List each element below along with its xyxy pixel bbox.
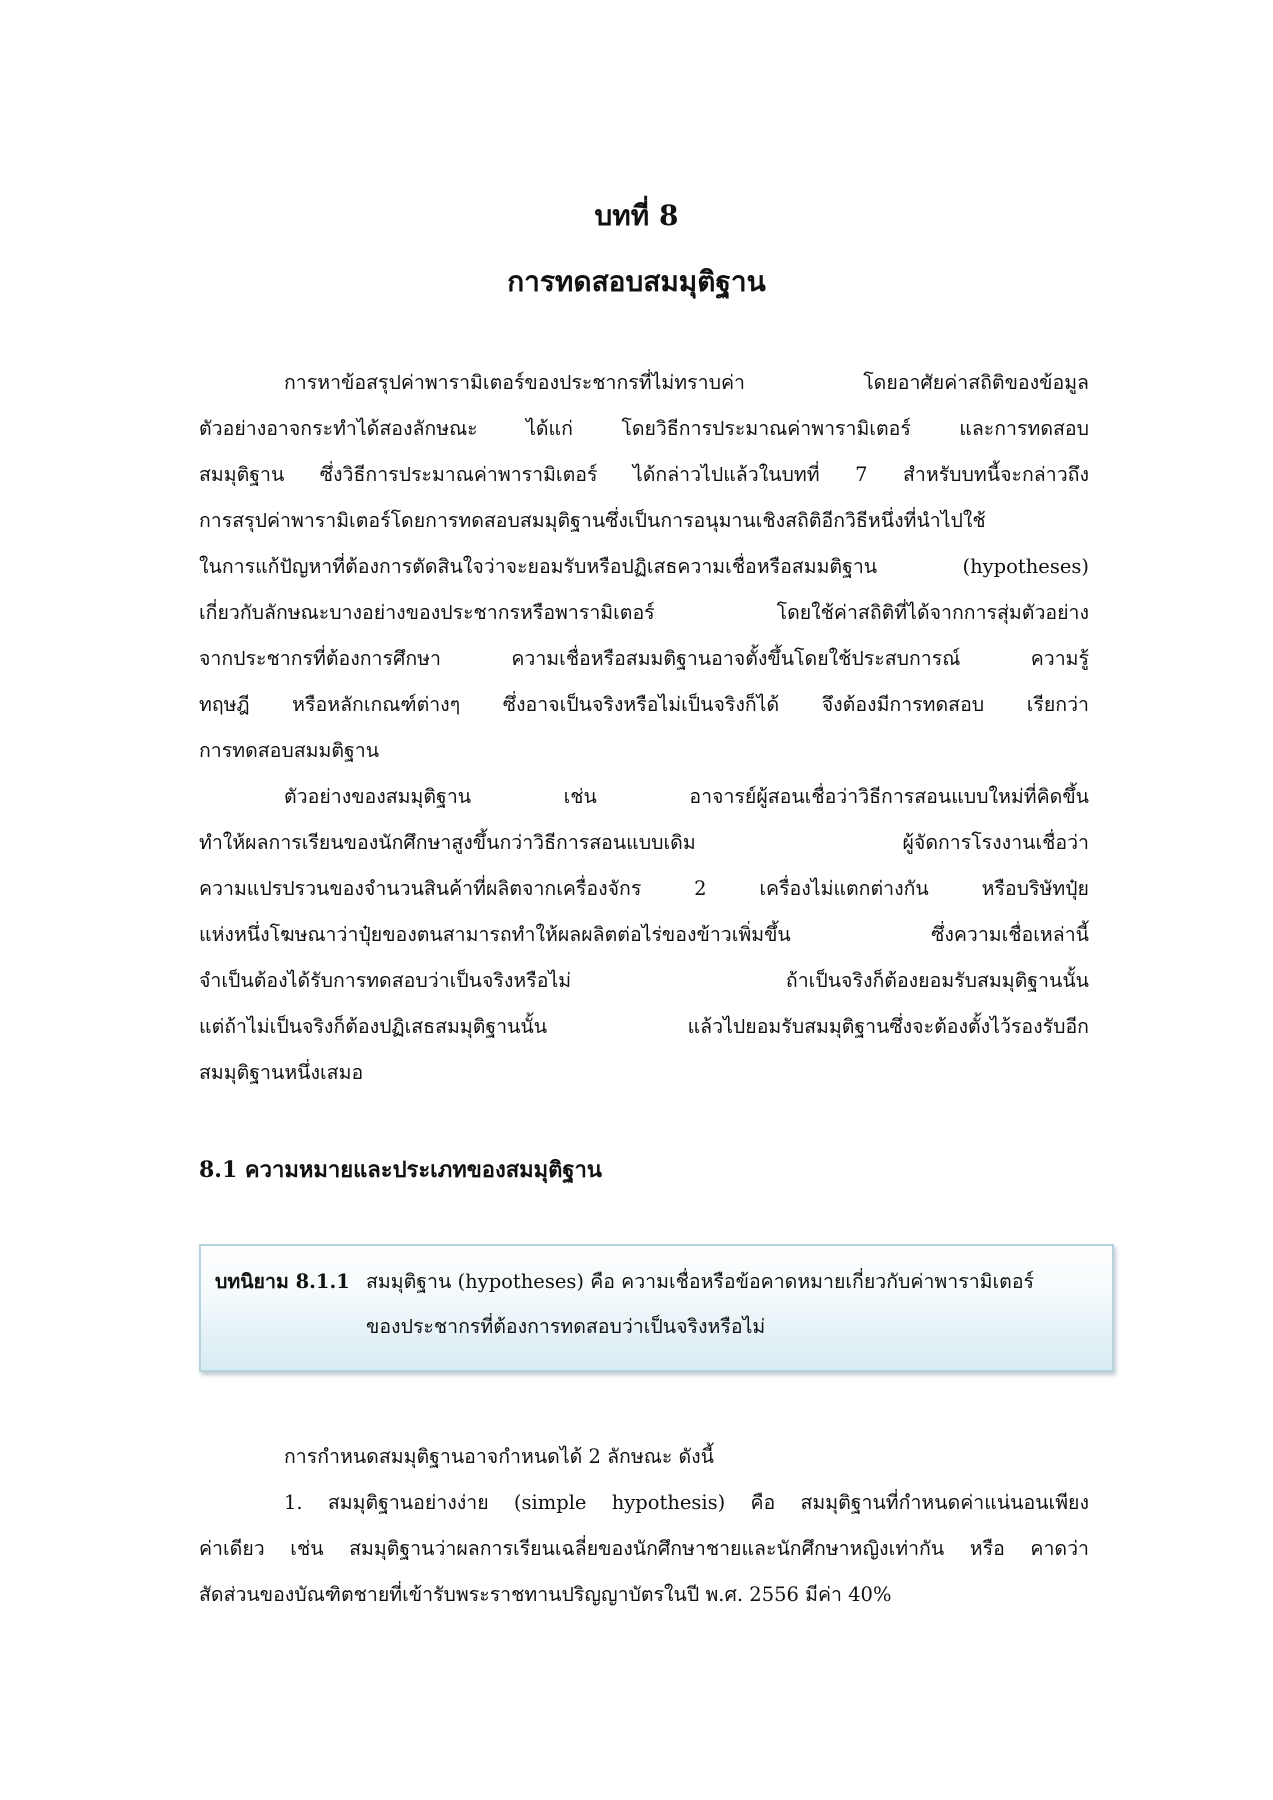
definition-label: บทนิยาม 8.1.1 [215,1270,350,1293]
definition-text-line: ของประชากรที่ต้องการทดสอบว่าเป็นจริงหรือไม่ [366,1315,766,1338]
intro-line: ตัวอย่างอาจกระทำได้สองลักษณะ ได้แก่ โดยวิธีการประมาณค่าพารามิเตอร์ และการทดสอบ [199,417,1089,440]
definition-box [199,1244,1114,1372]
chapter-title: การทดสอบสมมุติฐาน [507,265,766,298]
intro-line: จากประชากรที่ต้องการศึกษา ความเชื่อหรือสมมติฐานอาจตั้งขึ้นโดยใช้ประสบการณ์ ความรู้ [199,647,1089,670]
section-heading: 8.1 ความหมายและประเภทของสมมุติฐาน [199,1157,602,1183]
definition-text-line: สมมุติฐาน (hypotheses) คือ ความเชื่อหรือข้อคาดหมายเกี่ยวกับค่าพารามิเตอร์ [366,1270,1035,1293]
intro-line: สมมุติฐาน ซึ่งวิธีการประมาณค่าพารามิเตอร์ ได้กล่าวไปแล้วในบทที่ 7 สำหรับบทนี้จะกล่าวถึง [199,463,1089,486]
chapter-number: บทที่ 8 [594,199,679,232]
intro-line: การหาข้อสรุปค่าพารามิเตอร์ของประชากรที่ไม่ทราบค่า โดยอาศัยค่าสถิติของข้อมูล [284,371,1089,394]
example-line: แห่งหนึ่งโฆษณาว่าปุ๋ยของตนสามารถทำให้ผลผลิตต่อไร่ของข้าวเพิ่มขึ้น ซึ่งความเชื่อเหล่านี้ [199,923,1089,946]
types-intro: การกำหนดสมมุติฐานอาจกำหนดได้ 2 ลักษณะ ดังนี้ [284,1445,714,1468]
example-line: ตัวอย่างของสมมุติฐาน เช่น อาจารย์ผู้สอนเชื่อว่าวิธีการสอนแบบใหม่ที่คิดขึ้น [284,785,1089,808]
intro-line: ทฤษฎี หรือหลักเกณฑ์ต่างๆ ซึ่งอาจเป็นจริงหรือไม่เป็นจริงก็ได้ จึงต้องมีการทดสอบ เรียกว่า [199,693,1089,716]
example-line: ทำให้ผลการเรียนของนักศึกษาสูงขึ้นกว่าวิธีการสอนแบบเดิม ผู้จัดการโรงงานเชื่อว่า [199,831,1089,854]
type1-line: สัดส่วนของบัณฑิตชายที่เข้ารับพระราชทานปริญญาบัตรในปี พ.ศ. 2556 มีค่า 40% [199,1583,892,1606]
example-line: ความแปรปรวนของจำนวนสินค้าที่ผลิตจากเครื่องจักร 2 เครื่องไม่แตกต่างกัน หรือบริษัทปุ๋ย [199,877,1089,900]
example-line: สมมุติฐานหนึ่งเสมอ [199,1061,364,1084]
intro-line: การทดสอบสมมติฐาน [199,739,380,762]
type1-line: 1. สมมุติฐานอย่างง่าย (simple hypothesis) คือ สมมุติฐานที่กำหนดค่าแน่นอนเพียง [284,1491,1089,1514]
example-line: แต่ถ้าไม่เป็นจริงก็ต้องปฏิเสธสมมุติฐานนั้น แล้วไปยอมรับสมมุติฐานซึ่งจะต้องตั้งไว้รองรับอีก [199,1015,1089,1038]
intro-line: การสรุปค่าพารามิเตอร์โดยการทดสอบสมมุติฐานซึ่งเป็นการอนุมานเชิงสถิติอีกวิธีหนึ่งที่นำไปใช้ [199,509,986,532]
intro-line: เกี่ยวกับลักษณะบางอย่างของประชากรหรือพารามิเตอร์ โดยใช้ค่าสถิติที่ได้จากการสุ่มตัวอย่าง [199,601,1089,624]
example-line: จำเป็นต้องได้รับการทดสอบว่าเป็นจริงหรือไม่ ถ้าเป็นจริงก็ต้องยอมรับสมมุติฐานนั้น [199,969,1089,992]
type1-line: ค่าเดียว เช่น สมมุติฐานว่าผลการเรียนเฉลี่ยของนักศึกษาชายและนักศึกษาหญิงเท่ากัน หรือ คาดว่า [199,1537,1089,1560]
intro-line: ในการแก้ปัญหาที่ต้องการตัดสินใจว่าจะยอมรับหรือปฏิเสธความเชื่อหรือสมมติฐาน (hypotheses) [199,555,1089,578]
